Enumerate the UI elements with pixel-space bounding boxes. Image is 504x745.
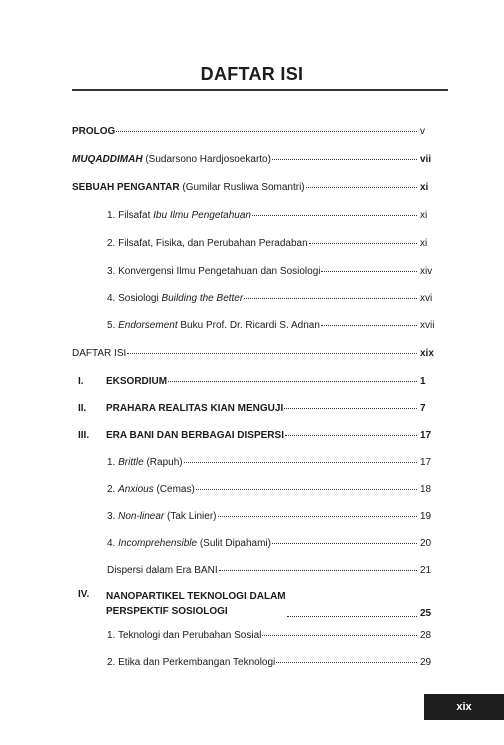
toc-subentry[interactable] xyxy=(107,565,448,576)
toc-page: xix xyxy=(420,348,434,359)
toc-page: 21 xyxy=(420,565,432,576)
toc-subentry[interactable] xyxy=(107,657,448,668)
leader-dots xyxy=(285,435,417,436)
toc-subentry[interactable] xyxy=(107,457,448,468)
toc-label: Dispersi dalam Era BANI xyxy=(107,565,218,576)
toc-label: MUQADDIMAH (Sudarsono Hardjosoekarto) xyxy=(72,154,271,165)
toc-label: 4. Sosiologi Building the Better xyxy=(107,293,244,304)
toc-chapter-3[interactable] xyxy=(78,430,448,441)
leader-dots xyxy=(184,462,417,463)
toc-label: PRAHARA REALITAS KIAN MENGUJI xyxy=(106,403,284,414)
toc-page: xi xyxy=(420,210,428,221)
leader-dots xyxy=(276,662,417,663)
toc-subentry[interactable] xyxy=(107,511,448,522)
toc-entry-prolog[interactable] xyxy=(72,126,448,137)
toc-page: 19 xyxy=(420,511,432,522)
leader-dots xyxy=(321,325,417,326)
toc-subentry[interactable] xyxy=(107,484,448,495)
leader-dots xyxy=(262,635,417,636)
toc-entry-muqaddimah[interactable] xyxy=(72,154,448,165)
toc-label: 1. Teknologi dan Perubahan Sosial xyxy=(107,630,262,641)
toc-label: 2. Anxious (Cemas) xyxy=(107,484,195,495)
leader-dots xyxy=(321,271,417,272)
toc-label: 4. Incomprehensible (Sulit Dipahami) xyxy=(107,538,271,549)
title-divider xyxy=(72,89,448,91)
toc-page: vii xyxy=(420,154,432,165)
toc-label: 3. Konvergensi Ilmu Pengetahuan dan Sosiologi xyxy=(107,266,321,277)
leader-dots xyxy=(219,570,417,571)
leader-dots xyxy=(306,187,417,188)
toc-subentry[interactable] xyxy=(107,210,448,221)
leader-dots xyxy=(116,131,417,132)
toc-subentry[interactable] xyxy=(107,538,448,549)
toc-page: xiv xyxy=(420,266,433,277)
toc-label: 3. Non-linear (Tak Linier) xyxy=(107,511,217,522)
leader-dots xyxy=(127,353,417,354)
toc-page: 1 xyxy=(420,376,426,387)
toc-subentry[interactable] xyxy=(107,630,448,641)
toc-page: 25 xyxy=(420,608,432,619)
leader-dots xyxy=(309,243,417,244)
toc-entry-pengantar[interactable] xyxy=(72,182,448,193)
leader-dots xyxy=(218,516,417,517)
toc-label: EKSORDIUM xyxy=(106,376,168,387)
leader-dots xyxy=(287,616,417,617)
toc-page: xi xyxy=(420,182,429,193)
toc-label: DAFTAR ISI xyxy=(72,348,127,359)
page-title: DAFTAR ISI xyxy=(200,64,304,84)
toc-label: 1. Brittle (Rapuh) xyxy=(107,457,183,468)
toc-entry-daftar-isi[interactable] xyxy=(72,348,448,359)
leader-dots xyxy=(284,408,417,409)
toc-page: v xyxy=(420,126,425,137)
toc-label: 2. Filsafat, Fisika, dan Perubahan Peradaban xyxy=(107,238,308,249)
toc-chapter-2[interactable] xyxy=(78,403,448,414)
toc-page: 17 xyxy=(420,457,432,468)
toc-label: 2. Etika dan Perkembangan Teknologi xyxy=(107,657,276,668)
toc-page: xvii xyxy=(420,320,435,331)
toc-subentry[interactable] xyxy=(107,320,448,331)
page-number-tab: xix xyxy=(424,694,504,720)
toc-page: xi xyxy=(420,238,428,249)
toc-label: 1. Filsafat Ibu Ilmu Pengetahuan xyxy=(107,210,251,221)
toc-subentry[interactable] xyxy=(107,238,448,249)
toc-page: 17 xyxy=(420,430,432,441)
toc-page: 18 xyxy=(420,484,432,495)
toc-page: 7 xyxy=(420,403,426,414)
chapter-number: II. xyxy=(78,403,87,414)
chapter-number: IV. xyxy=(78,589,90,600)
leader-dots xyxy=(196,489,417,490)
toc-chapter-4[interactable] xyxy=(78,589,448,619)
toc-page: xvi xyxy=(420,293,433,304)
leader-dots xyxy=(272,543,417,544)
toc-subentry[interactable] xyxy=(107,293,448,304)
leader-dots xyxy=(272,159,417,160)
toc-label: SEBUAH PENGANTAR (Gumilar Rusliwa Somantri) xyxy=(72,182,305,193)
toc-label: ERA BANI DAN BERBAGAI DISPERSI xyxy=(106,430,284,441)
toc-page: 29 xyxy=(420,657,432,668)
toc-page: 20 xyxy=(420,538,432,549)
toc-label: 5. Endorsement Buku Prof. Dr. Ricardi S. Adnan xyxy=(107,320,320,331)
toc-label: NANOPARTIKEL TEKNOLOGI DALAM PERSPEKTIF SOSIOLOGI xyxy=(106,591,286,617)
toc-subentry[interactable] xyxy=(107,266,448,277)
leader-dots xyxy=(244,298,417,299)
toc-chapter-1[interactable] xyxy=(78,376,448,387)
leader-dots xyxy=(168,381,417,382)
chapter-number: I. xyxy=(78,376,84,387)
chapter-number: III. xyxy=(78,430,90,441)
leader-dots xyxy=(252,215,417,216)
toc-label: PROLOG xyxy=(72,126,116,137)
toc-page: 28 xyxy=(420,630,432,641)
